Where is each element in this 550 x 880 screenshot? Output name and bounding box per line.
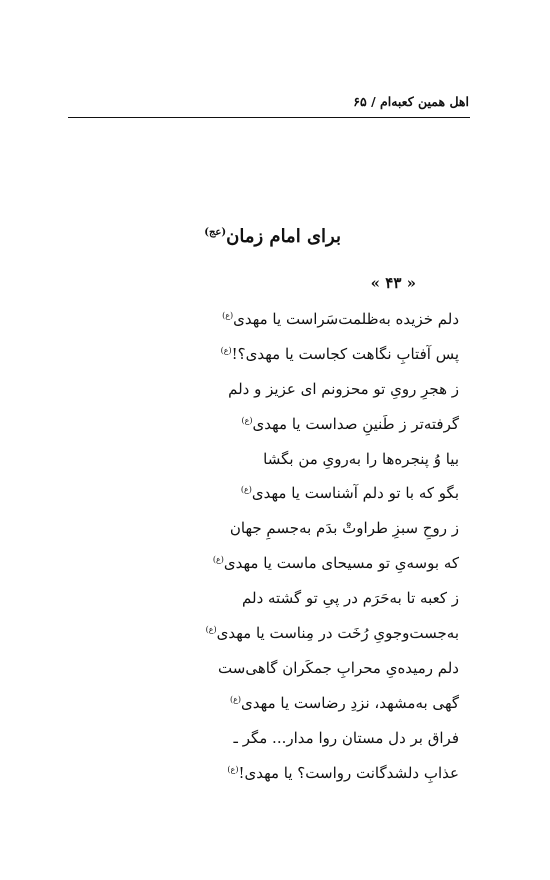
poem-verse bbox=[150, 409, 459, 444]
verse-text: پس آفتابِ نگاهت کجاست یا مهدی؟! bbox=[231, 344, 459, 363]
poem-verse bbox=[150, 583, 459, 618]
verse-honorific: (ع) bbox=[227, 764, 239, 774]
verse-honorific: (ع) bbox=[230, 694, 242, 704]
poem-verse bbox=[150, 304, 459, 339]
poem-verse bbox=[150, 653, 459, 688]
poem-body bbox=[150, 304, 459, 792]
poem-title-text: برای امام زمان bbox=[226, 226, 341, 247]
poem-verse bbox=[150, 618, 459, 653]
poem-verse bbox=[150, 374, 459, 409]
poem-title-honorific: (عج) bbox=[204, 227, 227, 238]
header-rule bbox=[68, 117, 470, 118]
poem-verse bbox=[150, 688, 459, 723]
running-title: اهل همین کعبه‌ام / ۶۵ bbox=[353, 94, 469, 109]
poem-verse bbox=[150, 444, 459, 479]
poem-verse bbox=[150, 513, 459, 548]
poem-verse bbox=[150, 478, 459, 513]
poem-verse bbox=[150, 758, 459, 793]
verse-honorific: (ع) bbox=[205, 625, 217, 635]
poem-verse bbox=[150, 723, 459, 758]
verse-honorific: (ع) bbox=[220, 345, 232, 355]
verse-text: ز هجرِ رویِ تو محزونم ای عزیز و دلم bbox=[228, 379, 459, 398]
verse-honorific: (ع) bbox=[222, 311, 234, 320]
verse-text: که بوسه‌یِ تو مسیحای ماست یا مهدی bbox=[223, 554, 459, 573]
verse-text: فراق بر دل مستان روا مدار... مگر ـ bbox=[233, 728, 459, 747]
running-header bbox=[68, 91, 469, 113]
poem-number: « ۴۳ » bbox=[370, 274, 416, 292]
poem-title bbox=[150, 222, 341, 252]
verse-text: گرفته‌تر ز طَنینِ صداست یا مهدی bbox=[252, 414, 459, 433]
poem-verse bbox=[150, 548, 459, 583]
verse-honorific: (ع) bbox=[240, 485, 252, 495]
verse-text: دلم خزیده به‌ظلمت‌سَراست یا مهدی bbox=[233, 310, 459, 328]
poem-verse bbox=[150, 339, 459, 374]
verse-text: دلم رمیده‌یِ محرابِ جمکَران گاهی‌ست bbox=[218, 658, 459, 677]
verse-text: گهی به‌مشهد، نزدِ رضاست یا مهدی bbox=[241, 693, 459, 712]
verse-text: ز کعبه تا به‌حَرَم در پیِ تو گشته دلم bbox=[242, 589, 459, 608]
verse-honorific: (ع) bbox=[241, 415, 253, 425]
verse-text: بگو که با تو دلم آشناست یا مهدی bbox=[251, 484, 459, 503]
verse-text: به‌جست‌وجویِ رُخَت در مِناست یا مهدی bbox=[216, 624, 459, 643]
verse-text: بیا وُ پنجره‌ها را به‌رویِ من بگشا bbox=[263, 449, 459, 468]
verse-honorific: (ع) bbox=[212, 555, 224, 565]
verse-text: عذابِ دلشدگانت رواست؟ یا مهدی! bbox=[238, 763, 459, 782]
verse-text: ز روحِ سبزِ طراوتْ بدَم به‌جسمِ جهان bbox=[229, 519, 459, 538]
